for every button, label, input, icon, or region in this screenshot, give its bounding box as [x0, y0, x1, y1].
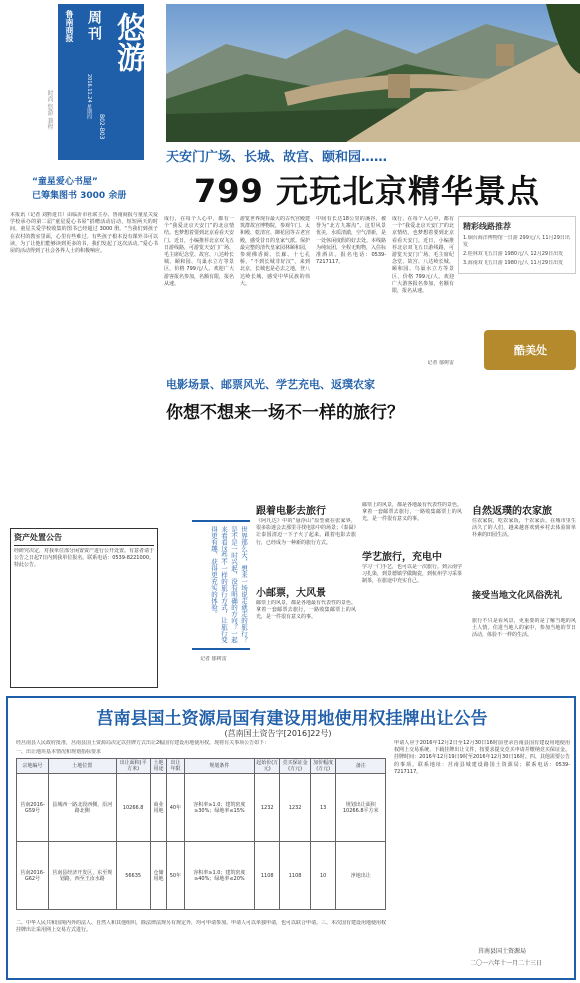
cell: 56635 — [116, 842, 150, 910]
announcement-right-text: 申请人应于2016年12月2日至12月30日16时前登录莒南县国有建设用地使用权网上交易系统，下载挂牌出让文件，按要求提交竞买申请并缴纳竞买保证金。挂牌时间：2016年12月19日9时至2016年12月30日16时。四、其他需要公告的事项。联系地址：莒南县城建设路国土资源局；联系电话：0539-7217117。 — [394, 740, 570, 775]
announcement-date: 二〇一六年十一月二十三日 — [470, 960, 543, 967]
notice-body: 经研究决定，对我单位部分闲置资产进行公开处置。有意者请于公告之日起7日内到我单位报名。联系电话：0539-8221000。特此公告。 — [14, 548, 154, 569]
library-subtitle: 已筹集图书 3000 余册 — [32, 191, 127, 201]
cell: 1232 — [255, 774, 280, 842]
page-range: B02-B03 — [98, 114, 105, 140]
brand-sticker — [484, 330, 576, 370]
stamp-travel-text-2: 邮票上的风景，都是各地最有代表性的景色。拿着一套邮票去旅行，一路收集邮票上的风光，是一件很有意义的事。 — [362, 502, 462, 523]
col-header: 备注 — [336, 759, 386, 774]
cell: 净地出让 — [336, 842, 386, 910]
col-header: 规划条件 — [184, 759, 255, 774]
study-travel-text: 学习一门手艺，也可以是一次旅行。到云南学习扎染，到景德镇学做陶瓷，到杭州学习采茶制茶，在旅途中充实自己。 — [362, 564, 462, 585]
film-travel-text: 《阿凡达》中的“悬浮山”原型就在张家界，很多影迷会去那里寻找电影中的场景；《泰囧》让泰国清迈一下子火了起来。跟着电影去旅行，已经成为一种新的旅行方式。 — [256, 518, 356, 546]
table-header-row — [17, 759, 386, 774]
great-wall-image — [166, 4, 580, 142]
story1-col3: 游览世界现存最大的古代宫殿建筑群故宫博物院，参观午门、太和殿、乾清宫、御花园等古老宫殿，感受昔日的皇家气派。保护最完整的清代皇家园林颐和园，参观佛香阁、长廊、十七孔桥。“不到长城非好汉”，来到北京，长城也是必去之地，登八达岭长城，感受中华民族的伟大。 — [240, 216, 310, 287]
heading-film-travel: 跟着电影去旅行 — [256, 506, 326, 517]
story1-subtitle: 天安门广场、长城、故宫、颐和园…… — [166, 150, 388, 165]
story1-col2: 成行，在每个人心中，都有一个“我爱北京天安门”的北京情结。也梦想着要到北京看看天安门。近日，小编推荐北京双飞五日游线路，可游览天安门广场、毛主席纪念堂、故宫、八达岭长城、颐和园、鸟巢水立方等景区，价格 799元/人。欢迎广大游客报名参加，名额有限，报名从速。 — [164, 216, 234, 287]
library-body: 本报讯（记者 刘黔进日）由临沂市社联主办、鲁南商报与童星关爱学校承办的第二届“童星爱心书屋”捐赠活动启动，短短两天的时间，童星关爱学校收集的图书已经超过 3000 册。“当我们到孩子在农村的教室里面，心里有些难过。有些孩子根本没有课外书可以读，为了让他们能够读到更多的书，我们发起了这次活动。”爱心书屋的活动得到了社会各界人士的积极响应。 — [10, 212, 158, 255]
col-header: 加价幅度(万元) — [310, 759, 335, 774]
cell: 商业用地 — [150, 774, 167, 842]
story1-col4: 中间有长达18公里的溪谷，被誉为“北方九寨沟”。这里风景优美，水质清澈，空气清新，是一处休闲度假的好去处。本线路为纯玩团，全程无购物，入住标准酒店。报名电话：0539-7217117。 — [316, 216, 386, 266]
cell: 10266.8 — [116, 774, 150, 842]
announcement-title: 莒南县国土资源局国有建设用地使用权挂牌出让公告 — [96, 709, 488, 729]
col-header: 出让年限 — [167, 759, 184, 774]
cell: 1108 — [280, 842, 311, 910]
cell: 容积率≥1.0；建筑密度≥30%；绿地率≤15% — [184, 774, 255, 842]
cell: 13 — [310, 774, 335, 842]
land-announcement — [6, 696, 576, 980]
table-row — [17, 774, 386, 842]
story1-headline: 799 元玩北京精华景点 — [194, 172, 540, 210]
cell: 1108 — [255, 842, 280, 910]
cell: 1232 — [280, 774, 311, 842]
notice-title: 资产处置公告 — [14, 532, 154, 546]
heading-study-travel: 学艺旅行，充电中 — [362, 552, 442, 563]
announcement-signature: 莒南县国土资源局 — [478, 948, 527, 955]
parcel-table — [16, 758, 386, 910]
sticker-text: 酷美处 — [514, 344, 547, 357]
cell: 莒南2016-G62号 — [17, 842, 49, 910]
heading-stamp-travel: 小邮票，大风景 — [256, 588, 326, 599]
table-row — [17, 842, 386, 910]
cell: 10 — [310, 842, 335, 910]
story2-subtitle: 电影场景、邮票风光、学艺充电、返璞农家 — [166, 378, 375, 391]
weekly-label: 周刊 — [86, 10, 102, 42]
col-header: 宗地编号 — [17, 759, 49, 774]
masthead — [58, 4, 144, 160]
issue-date: 2016.11.24 星期四 — [86, 74, 92, 120]
heading-culture-travel: 接受当地文化风俗洗礼 — [472, 591, 563, 601]
announcement-number: (莒南国土资告字[2016]22号) — [224, 729, 332, 738]
story2-reporter: 记者 郁树雷 — [200, 656, 227, 662]
cell: 县城西一路北段西侧，沿河路北侧 — [49, 774, 117, 842]
heading-farm-travel: 自然返璞的农家旅 — [472, 506, 552, 517]
promo-title: 精彩线路推荐 — [463, 222, 511, 231]
story1-reporter: 记者 郁树雷 — [427, 360, 454, 366]
story2-headline: 你想不想来一场不一样的旅行？ — [166, 403, 404, 423]
cell: 规划出让面积10266.8平方米 — [336, 774, 386, 842]
culture-travel-text: 旅行不只是看风景，更重要的是了解当地的风土人情。住进当地人的家中，参加当地的节日活动，体验不一样的生活。 — [472, 618, 576, 639]
paper-name: 鲁南商报 — [65, 10, 74, 42]
parcel-table-wrap — [16, 758, 386, 910]
col-header: 土地用途 — [150, 759, 167, 774]
cell: 仓储用地 — [150, 842, 167, 910]
cell: 40年 — [167, 774, 184, 842]
story1-col5: 成行，在每个人心中，都有一个“我爱北京天安门”的北京情结。也梦想着要到北京看看天安门。近日，小编推荐北京双飞五日游线路，可游览天安门广场、毛主席纪念堂、故宫、八达岭长城、颐和园、鸟巢水立方等景区，价格 799元/人。欢迎广大游客报名参加，名额有限，报名从速。 — [392, 216, 454, 295]
farm-travel-text: 住农家院，吃农家饭，干农家活。在城市里生活久了的人们，越来越喜欢到乡村去体验简单朴素的田园生活。 — [472, 518, 576, 539]
section-tags: 时尚 悠游 兼程 — [46, 90, 53, 130]
asset-disposal-notice — [10, 528, 158, 688]
cell: 莒南2016-G59号 — [17, 774, 49, 842]
section-title: 悠游 — [111, 12, 146, 72]
announcement-intro: 经莒南县人民政府批准，莒南县国土资源局决定以挂牌方式出让2幅国有建设用地使用权。现将有关事项公告如下： — [16, 740, 270, 746]
stamp-travel-text: 邮票上的风景，都是各地最有代表性的景色。拿着一套邮票去旅行，一路收集邮票上的风光，是一件很有意义的事。 — [256, 600, 356, 621]
promo-item: 2.桂林双飞五日游 1980元/人 12月29日出发 — [463, 251, 564, 257]
col-header: 竞买保证金(万元) — [280, 759, 311, 774]
promo-box — [458, 216, 576, 274]
col-header: 出让面积(平方米) — [116, 759, 150, 774]
great-wall-photo — [166, 4, 580, 142]
col-header: 土地位置 — [49, 759, 117, 774]
cell: 莒南县经济开发区，东至规划路，西至王汝水路 — [49, 842, 117, 910]
cell: 50年 — [167, 842, 184, 910]
col-header: 起始价(万元) — [256, 760, 279, 772]
cell: 容积率≥1.0；建筑密度≥40%；绿地率≤20% — [184, 842, 255, 910]
library-title: “童星爱心书屋” — [32, 177, 98, 187]
story2-quote: 世界那么大，想来一场说走就走的旅行？是不是一时兴起，没有明确的方向？一起来看看这些不一样的旅行方式，让旅行变得更有趣、获得更充实的体验。 — [192, 520, 250, 650]
promo-item: 3.海南双飞五日游 1980元/人 11月29日出发 — [463, 260, 564, 266]
promo-item: 1.烟台海洋博物馆一日游 299元/人 11月29日出发 — [463, 235, 570, 248]
announcement-section1: 一、出让地块基本情况和规划指标要求 — [16, 749, 102, 755]
announcement-notes: 二、中华人民共和国境内外的法人、自然人和其他组织，除法律法规另有规定外，均可申请参加。申请人可以单独申请，也可以联合申请。三、本次国有建设用地使用权挂牌出让采用网上交易方式进行。 — [16, 920, 386, 934]
